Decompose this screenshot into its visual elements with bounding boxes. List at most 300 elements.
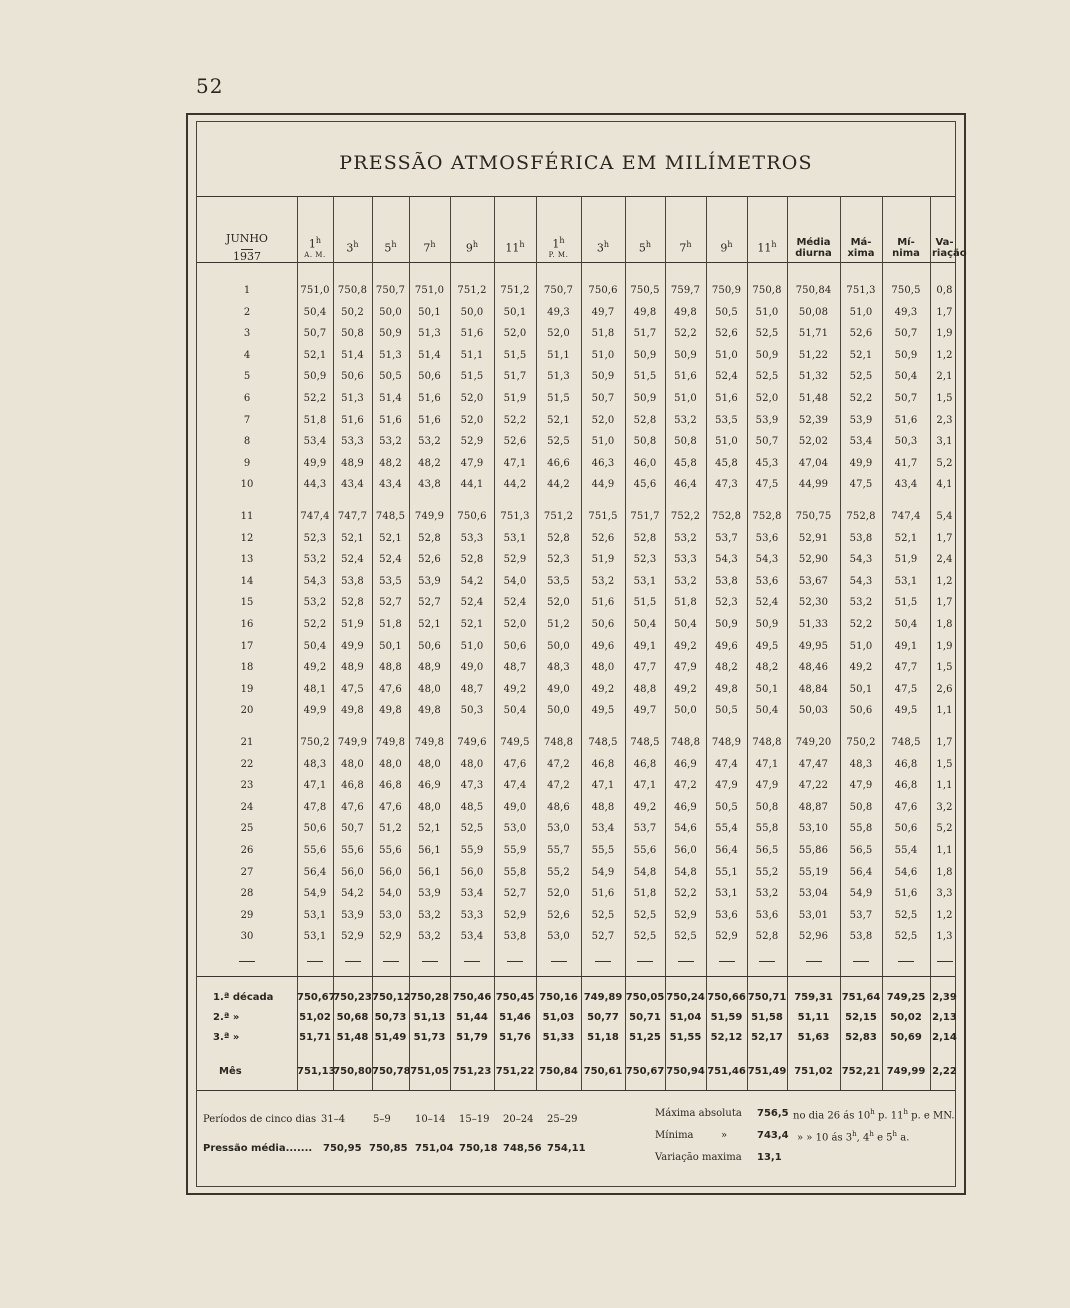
table-cell: 47,1 — [503, 457, 527, 469]
table-cell: 752,8 — [752, 511, 782, 522]
table-cell: 46,8 — [379, 780, 402, 792]
table-cell: 55,6 — [303, 845, 327, 856]
table-cell: 46,4 — [674, 479, 697, 491]
table-cell: 46,8 — [894, 780, 918, 792]
table-cell: 52,9 — [715, 931, 738, 943]
table-cell: 46,0 — [633, 457, 657, 469]
empty-dash — [307, 961, 323, 962]
empty-dash — [422, 961, 438, 962]
summary-cell: 750,46 — [452, 992, 492, 1003]
summary-cell: 51,11 — [797, 1012, 830, 1023]
table-cell: 1,1 — [936, 845, 953, 856]
table-cell: 44,99 — [798, 479, 829, 491]
summary-cell: 51,46 — [499, 1012, 531, 1023]
table-cell: 52,9 — [341, 931, 364, 943]
table-cell: 1,7 — [936, 532, 953, 544]
table-cell: 53,1 — [715, 888, 738, 900]
table-cell: 50,0 — [460, 306, 484, 318]
summary-cell: 51,76 — [499, 1032, 531, 1043]
hour-mark: h — [870, 1108, 875, 1116]
table-cell: 53,3 — [674, 554, 697, 566]
stat-header — [882, 218, 930, 278]
table-cell: 50,7 — [303, 328, 327, 340]
hour-mark: h — [519, 240, 525, 250]
table-cell: 48,2 — [418, 457, 441, 469]
hour-number: 9 — [720, 241, 728, 255]
table-cell: 3,2 — [936, 801, 953, 813]
table-cell: 50,9 — [715, 619, 738, 630]
table-cell: 55,2 — [755, 866, 779, 878]
summary-cell: 50,71 — [629, 1012, 661, 1023]
table-cell: 53,67 — [798, 575, 829, 587]
month-label: JUNHO — [226, 232, 268, 246]
summary-cell: 51,59 — [710, 1012, 743, 1023]
table-cell: 750,6 — [588, 285, 618, 296]
empty-dash — [719, 961, 735, 962]
table-cell: 51,8 — [379, 619, 402, 630]
table-cell: 52,4 — [715, 371, 738, 383]
hour-mark: h — [603, 240, 610, 250]
table-cell: 51,0 — [715, 349, 738, 361]
table-cell: 50,6 — [849, 705, 873, 717]
summary-label: 2.ª » — [213, 1012, 240, 1023]
table-cell: 52,3 — [303, 532, 327, 544]
day-number: 23 — [240, 780, 254, 792]
table-cell: 55,1 — [715, 866, 738, 878]
table-cell: 52,7 — [418, 597, 441, 609]
table-cell: 53,4 — [303, 436, 327, 448]
hour-header — [494, 218, 536, 278]
table-cell: 49,7 — [633, 705, 657, 717]
table-cell: 51,9 — [341, 619, 364, 630]
table-cell: 52,5 — [849, 371, 873, 383]
table-cell: 52,5 — [633, 909, 657, 921]
table-cell: 50,9 — [894, 349, 918, 361]
table-cell: 53,3 — [341, 436, 364, 448]
table-cell: 50,6 — [894, 823, 918, 835]
hour-number: 1 — [552, 237, 560, 251]
table-cell: 49,2 — [591, 683, 615, 695]
empty-dash — [898, 961, 914, 962]
table-cell: 53,5 — [715, 414, 738, 426]
table-cell: 51,4 — [418, 349, 441, 361]
table-cell: 52,96 — [798, 931, 829, 943]
table-cell: 751,3 — [846, 285, 876, 296]
table-cell: 52,6 — [547, 909, 570, 921]
table-cell: 1,7 — [936, 737, 953, 748]
empty-dash — [507, 961, 523, 962]
day-number: 15 — [240, 597, 254, 609]
table-cell: 48,8 — [633, 683, 657, 695]
day-number: 1 — [243, 285, 251, 296]
summary-cell: 51,79 — [456, 1032, 488, 1043]
table-cell: 54,3 — [715, 554, 738, 566]
table-cell: 53,5 — [379, 575, 402, 587]
hour-mark: h — [315, 235, 322, 245]
table-cell: 748,5 — [630, 737, 660, 748]
table-cell: 1,8 — [936, 619, 953, 630]
max-text-part: p. 11 — [874, 1110, 904, 1122]
day-number: 5 — [243, 371, 251, 383]
table-cell: 48,8 — [591, 801, 615, 813]
summary-cell: 51,44 — [456, 1012, 488, 1023]
table-cell: 48,1 — [303, 683, 327, 695]
table-cell: 750,7 — [375, 285, 406, 296]
min-text-part: » » 10 ás 3 — [797, 1132, 853, 1144]
summary-cell: 51,49 — [374, 1032, 407, 1043]
table-cell: 53,2 — [755, 888, 779, 900]
table-cell: 49,8 — [379, 705, 402, 717]
table-cell: 50,03 — [798, 705, 829, 717]
table-cell: 50,5 — [715, 705, 738, 717]
table-cell: 53,2 — [674, 532, 697, 544]
summary-cell: 50,77 — [587, 1012, 619, 1023]
table-cell: 52,5 — [460, 823, 484, 835]
summary-cell: 751,46 — [707, 1066, 746, 1077]
table-cell: 1,2 — [936, 909, 953, 921]
max-text-part: p. e MN. — [907, 1110, 955, 1122]
period-range: 10–14 — [415, 1114, 446, 1125]
hour-header — [665, 218, 706, 278]
min-label: Mínima — [655, 1130, 694, 1141]
period-range: 31–4 — [321, 1114, 346, 1125]
table-cell: 750,84 — [795, 285, 832, 296]
table-cell: 47,47 — [798, 758, 829, 770]
table-cell: 52,1 — [379, 532, 402, 544]
table-cell: 1,2 — [936, 349, 953, 361]
max-text-part: no dia 26 ás 10 — [793, 1110, 871, 1122]
table-cell: 48,87 — [798, 801, 829, 813]
empty-dash — [759, 961, 775, 962]
summary-cell: 751,22 — [495, 1066, 535, 1077]
table-cell: 750,8 — [337, 285, 368, 296]
table-cell: 51,0 — [755, 306, 779, 318]
table-cell: 751,5 — [588, 511, 618, 522]
table-cell: 747,4 — [891, 511, 921, 522]
table-cell: 1,9 — [936, 328, 953, 340]
table-cell: 47,22 — [798, 780, 829, 792]
summary-cell: 50,68 — [336, 1012, 369, 1023]
table-cell: 53,01 — [798, 909, 829, 921]
table-cell: 50,7 — [755, 436, 779, 448]
table-cell: 47,1 — [303, 780, 327, 792]
table-cell: 55,86 — [798, 845, 829, 856]
table-cell: 50,5 — [379, 371, 402, 383]
summary-cell: 52,15 — [845, 1012, 877, 1023]
year-label: 1937 — [232, 249, 261, 263]
hour-mark: h — [559, 235, 565, 245]
table-cell: 48,5 — [460, 801, 484, 813]
table-cell: 52,5 — [755, 328, 779, 340]
table-cell: 751,0 — [300, 285, 330, 296]
summary-cell: 51,58 — [751, 1012, 783, 1023]
summary-cell: 51,02 — [299, 1012, 331, 1023]
summary-cell: 52,17 — [751, 1032, 783, 1043]
table-cell: 49,8 — [418, 705, 441, 717]
table-cell: 53,8 — [849, 931, 873, 943]
table-cell: 1,2 — [936, 575, 953, 587]
summary-cell: 750,23 — [333, 992, 372, 1003]
table-cell: 748,5 — [375, 511, 406, 522]
day-number: 11 — [240, 511, 254, 522]
table-cell: 51,0 — [715, 436, 738, 448]
table-cell: 53,8 — [715, 575, 738, 587]
table-cell: 52,1 — [418, 823, 441, 835]
table-cell: 51,6 — [591, 597, 615, 609]
table-cell: 53,9 — [418, 888, 441, 900]
table-cell: 56,1 — [418, 866, 441, 878]
hour-mark: h — [771, 240, 777, 250]
table-cell: 49,6 — [591, 640, 615, 652]
pressure-value: 750,85 — [369, 1143, 408, 1154]
table-cell: 50,1 — [755, 683, 779, 695]
table-cell: 1,5 — [936, 662, 953, 674]
table-cell: 49,2 — [674, 640, 697, 652]
table-cell: 53,9 — [755, 414, 779, 426]
table-cell: 47,5 — [341, 683, 364, 695]
table-cell: 51,6 — [894, 414, 918, 426]
table-cell: 748,9 — [711, 737, 742, 748]
table-cell: 53,1 — [303, 931, 327, 943]
divider — [197, 976, 955, 977]
table-cell: 48,3 — [849, 758, 873, 770]
table-cell: 53,2 — [418, 909, 441, 921]
table-cell: 54,2 — [460, 575, 484, 587]
table-cell: 47,1 — [755, 758, 779, 770]
table-cell: 50,8 — [633, 436, 657, 448]
table-cell: 49,8 — [674, 306, 697, 318]
table-cell: 54,8 — [674, 866, 697, 878]
table-cell: 55,4 — [894, 845, 918, 856]
table-cell: 52,8 — [633, 414, 657, 426]
table-cell: 47,2 — [547, 780, 570, 792]
hour-header — [536, 218, 581, 278]
table-cell: 747,4 — [300, 511, 330, 522]
table-cell: 46,9 — [418, 780, 441, 792]
table-cell: 748,5 — [891, 737, 921, 748]
table-cell: 51,3 — [379, 349, 402, 361]
table-cell: 749,6 — [457, 737, 487, 748]
table-cell: 53,9 — [341, 909, 364, 921]
table-cell: 52,9 — [674, 909, 697, 921]
hour-header — [625, 218, 665, 278]
day-number: 19 — [240, 683, 254, 695]
table-cell: 47,1 — [591, 780, 615, 792]
table-cell: 54,3 — [755, 554, 779, 566]
empty-dash — [937, 961, 953, 962]
table-cell: 53,2 — [379, 436, 402, 448]
table-cell: 748,8 — [670, 737, 701, 748]
table-cell: 52,6 — [503, 436, 527, 448]
table-cell: 52,0 — [755, 393, 779, 404]
summary-cell: 2,14 — [932, 1032, 957, 1043]
table-cell: 55,7 — [547, 845, 570, 856]
summary-cell: 51,33 — [542, 1032, 575, 1043]
stat-header-label: Va- riação — [932, 237, 967, 259]
ampm-label: A. M. — [304, 250, 326, 259]
table-cell: 44,2 — [547, 479, 570, 491]
table-cell: 41,7 — [894, 457, 918, 469]
table-cell: 49,2 — [303, 662, 327, 674]
table-cell: 54,3 — [849, 554, 873, 566]
table-cell: 49,0 — [460, 662, 484, 674]
table-cell: 50,4 — [303, 640, 327, 652]
table-cell: 49,3 — [547, 306, 570, 318]
empty-dash — [678, 961, 694, 962]
table-cell: 51,0 — [849, 306, 873, 318]
table-cell: 49,2 — [503, 683, 527, 695]
table-cell: 4,1 — [936, 479, 953, 491]
table-cell: 52,8 — [755, 931, 779, 943]
table-cell: 50,4 — [755, 705, 779, 717]
summary-cell: 50,73 — [374, 1012, 407, 1023]
empty-dash — [853, 961, 869, 962]
table-cell: 56,0 — [379, 866, 402, 878]
table-cell: 52,6 — [715, 328, 738, 340]
table-cell: 51,1 — [460, 349, 484, 361]
table-cell: 52,0 — [591, 414, 615, 426]
table-cell: 53,2 — [303, 554, 327, 566]
table-cell: 50,6 — [503, 640, 527, 652]
stat-header-label: Mí- nima — [892, 237, 920, 259]
month-header — [197, 218, 297, 278]
table-cell: 54,6 — [894, 866, 918, 878]
table-cell: 51,5 — [894, 597, 918, 609]
summary-cell: 51,13 — [413, 1012, 446, 1023]
table-cell: 747,7 — [337, 511, 368, 522]
hour-header — [297, 218, 333, 278]
table-cell: 50,6 — [341, 371, 364, 383]
table-cell: 53,2 — [591, 575, 615, 587]
table-cell: 48,2 — [755, 662, 779, 674]
table-cell: 53,2 — [849, 597, 873, 609]
table-cell: 53,04 — [798, 888, 829, 900]
table-cell: 51,5 — [633, 371, 657, 383]
table-cell: 53,1 — [303, 909, 327, 921]
table-cell: 50,0 — [674, 705, 697, 717]
table-cell: 748,5 — [588, 737, 618, 748]
table-cell: 48,0 — [379, 758, 402, 770]
summary-cell: 750,66 — [707, 992, 746, 1003]
summary-cell: 751,13 — [297, 1066, 336, 1077]
table-cell: 52,5 — [633, 931, 657, 943]
table-cell: 53,7 — [715, 532, 738, 544]
hour-mark: h — [645, 240, 652, 250]
day-number: 25 — [240, 823, 254, 835]
table-cell: 50,6 — [591, 619, 615, 630]
empty-dash — [464, 961, 480, 962]
period-range: 5–9 — [373, 1114, 391, 1125]
table-cell: 50,1 — [503, 306, 527, 318]
table-cell: 53,2 — [418, 931, 441, 943]
day-number: 17 — [240, 640, 254, 652]
table-cell: 47,5 — [894, 683, 918, 695]
table-cell: 50,4 — [674, 619, 697, 630]
stat-header — [787, 218, 840, 278]
hour-number: 7 — [423, 241, 431, 255]
table-cell: 53,7 — [633, 823, 657, 835]
table-cell: 47,9 — [849, 780, 873, 792]
table-cell: 749,9 — [414, 511, 445, 522]
table-cell: 52,9 — [460, 436, 484, 448]
table-cell: 751,2 — [500, 285, 530, 296]
table-cell: 53,8 — [341, 575, 364, 587]
table-cell: 51,4 — [341, 349, 364, 361]
table-cell: 48,0 — [460, 758, 484, 770]
table-cell: 54,8 — [633, 866, 657, 878]
table-cell: 51,0 — [591, 436, 615, 448]
day-number: 29 — [240, 909, 254, 921]
empty-dash — [637, 961, 653, 962]
table-cell: 50,1 — [379, 640, 402, 652]
hour-mark: h — [727, 240, 733, 250]
table-cell: 49,5 — [894, 705, 918, 717]
table-cell: 51,6 — [674, 371, 697, 383]
table-cell: 748,8 — [752, 737, 782, 748]
day-number: 9 — [243, 457, 251, 469]
table-cell: 47,7 — [894, 662, 918, 674]
table-cell: 52,2 — [674, 888, 697, 900]
summary-cell: 51,48 — [336, 1032, 369, 1043]
table-cell: 50,7 — [591, 393, 615, 404]
table-cell: 52,9 — [379, 931, 402, 943]
table-cell: 49,9 — [303, 705, 327, 717]
summary-cell: 51,25 — [629, 1032, 661, 1043]
table-cell: 53,0 — [547, 931, 570, 943]
table-cell: 750,6 — [457, 511, 487, 522]
day-number: 8 — [243, 436, 251, 448]
table-cell: 47,8 — [303, 801, 327, 813]
day-number: 13 — [240, 554, 254, 566]
table-cell: 51,1 — [547, 349, 570, 361]
stat-header-label: Má- xima — [847, 237, 875, 259]
min-text — [797, 1130, 909, 1143]
stat-header-label: Média diurna — [795, 237, 832, 259]
table-cell: 5,2 — [936, 457, 953, 469]
table-cell: 50,4 — [894, 619, 918, 630]
table-cell: 47,6 — [379, 683, 402, 695]
table-cell: 49,3 — [894, 306, 918, 318]
hour-number: 11 — [757, 241, 772, 255]
table-cell: 51,0 — [849, 640, 873, 652]
pressure-value: 750,95 — [323, 1143, 362, 1154]
summary-cell: 750,94 — [666, 1066, 705, 1077]
table-cell: 53,7 — [849, 909, 873, 921]
summary-label: 3.ª » — [213, 1032, 240, 1043]
table-cell: 50,5 — [715, 801, 738, 813]
table-cell: 50,7 — [341, 823, 364, 835]
day-number: 20 — [240, 705, 254, 717]
table-cell: 47,9 — [674, 662, 697, 674]
table-cell: 47,9 — [715, 780, 738, 792]
table-cell: 43,4 — [379, 479, 402, 491]
table-cell: 52,8 — [547, 532, 570, 544]
table-cell: 50,7 — [894, 328, 918, 340]
table-cell: 752,2 — [670, 511, 701, 522]
table-cell: 52,6 — [591, 532, 615, 544]
table-cell: 47,04 — [798, 457, 829, 469]
summary-cell: 750,67 — [297, 992, 336, 1003]
table-cell: 50,0 — [547, 640, 570, 652]
summary-cell: 51,63 — [797, 1032, 830, 1043]
hour-header — [581, 218, 625, 278]
table-cell: 52,3 — [547, 554, 570, 566]
table-cell: 52,0 — [547, 888, 570, 900]
summary-label: 1.ª década — [213, 992, 274, 1003]
table-cell: 1,5 — [936, 758, 953, 770]
table-cell: 52,9 — [503, 909, 527, 921]
hour-mark: h — [353, 240, 359, 250]
